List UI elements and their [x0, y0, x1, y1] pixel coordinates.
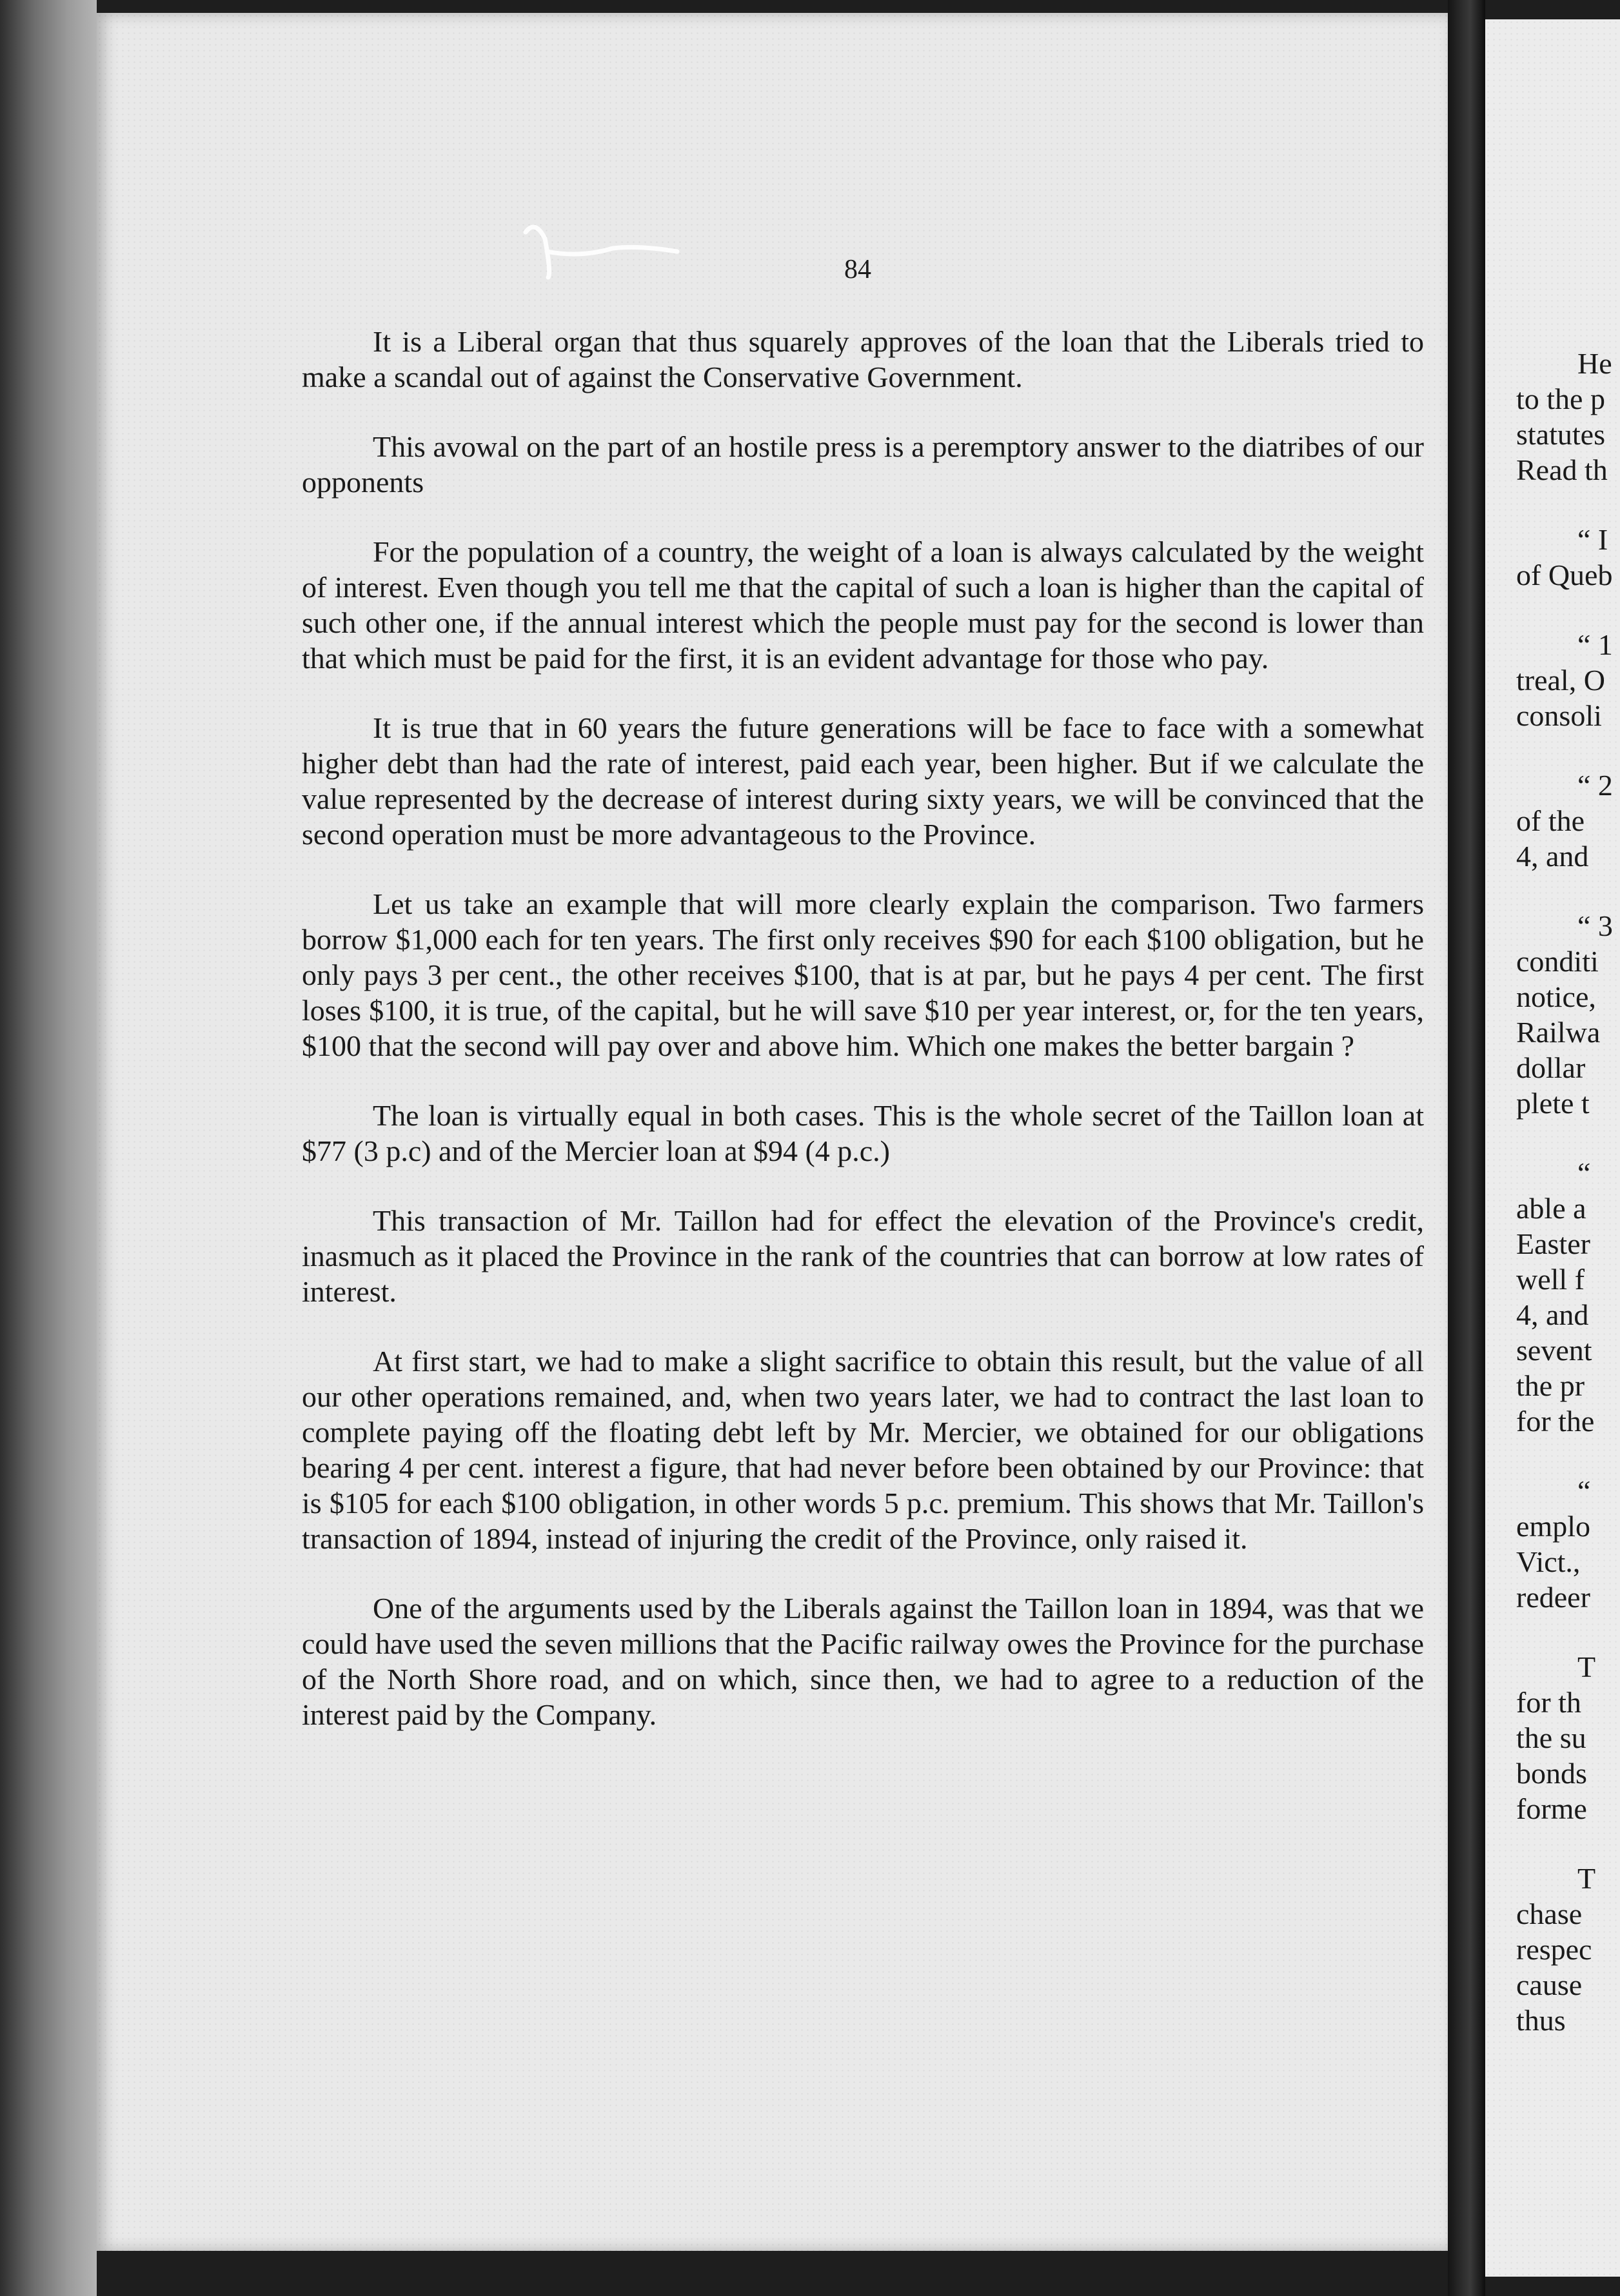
cut-off-line: statutes [1516, 418, 1605, 451]
cut-off-line: He [1577, 347, 1612, 380]
paragraph: Let us take an example that will more clearly explain the comparison. Two farmers borrow $1,000 each for ten years. The first only receives $90 for each $100 obligation, but he only pays 3 per cent., the other receives $100, that is at par, but he pays 4 per cent. The first loses $100, it is true, of the capital, but he will save $10 per year interest, or, for the ten years, $100 that the second will pay over and above him. Which one makes the better bargain ? [302, 887, 1424, 1062]
paragraph: This transaction of Mr. Taillon had for effect the elevation of the Province's credit, inasmuch as it placed the Province in the rank of the countries that can borrow at low rates of interest. [302, 1204, 1424, 1308]
cut-off-line: “ 2 [1577, 769, 1613, 802]
cut-off-line: forme [1516, 1792, 1587, 1825]
cut-off-line: consoli [1516, 699, 1602, 732]
cut-off-line: emplo [1516, 1510, 1590, 1543]
cut-off-line: cause [1516, 1968, 1583, 2001]
cut-off-line: of Queb [1516, 559, 1613, 591]
cut-off-line: treal, O [1516, 664, 1605, 697]
cut-off-line: 4, and [1516, 1298, 1589, 1331]
cut-off-line: thus [1516, 2004, 1566, 2037]
cut-off-line: plete t [1516, 1087, 1590, 1120]
cut-off-line: for th [1516, 1686, 1581, 1719]
cut-off-line: notice, [1516, 980, 1596, 1013]
cut-off-line: “ I [1577, 523, 1608, 556]
cut-off-line: well f [1516, 1263, 1585, 1296]
cut-off-line: able a [1516, 1192, 1586, 1225]
cut-off-line: “ 3 [1577, 909, 1613, 942]
cut-off-line: Read th [1516, 453, 1608, 486]
body-text [302, 324, 1424, 1767]
paragraph: For the population of a country, the weight of a loan is always calculated by the weight of interest. Even though you tell me that the capital of such a loan is higher than the capital of such other one, if the annual interest which the people must pay for the second is lower than that which must be paid for the first, it is an evident advantage for those who pay. [302, 535, 1424, 675]
cut-off-line: of the [1516, 804, 1585, 837]
cut-off-line: “ [1577, 1156, 1591, 1189]
cut-off-line: Easter [1516, 1227, 1590, 1260]
paragraph: It is a Liberal organ that thus squarely approves of the loan that the Liberals tried to make a scandal out of against the Conservative Government. [302, 325, 1424, 393]
page-number: 84 [844, 255, 871, 284]
cut-off-line: “ [1577, 1474, 1591, 1507]
cut-off-line: T [1577, 1862, 1596, 1895]
cut-off-line: sevent [1516, 1334, 1592, 1367]
cut-off-line: respec [1516, 1933, 1592, 1966]
book-gutter [1448, 0, 1485, 2296]
cut-off-line: to the p [1516, 382, 1605, 415]
right-page-text [1516, 346, 1620, 2038]
cut-off-line: dollar [1516, 1051, 1586, 1084]
cut-off-line: the su [1516, 1721, 1586, 1754]
cut-off-line: the pr [1516, 1369, 1585, 1402]
paragraph: One of the arguments used by the Liberals against the Taillon loan in 1894, was that we could have used the seven millions that the Pacific railway owes the Province for the purchase of the North Shore road, and on which, since then, we had to agree to a reduction of the interest paid by the Company. [302, 1592, 1424, 1731]
cut-off-line: bonds [1516, 1757, 1587, 1790]
right-page [1485, 19, 1620, 2277]
paragraph: At first start, we had to make a slight sacrifice to obtain this result, but the value of all our other operations remained, and, when two years later, we had to contract the last loan to complete paying off the floating debt left by Mr. Mercier, we obtained for our obligations bearing 4 per cent. interest a figure, that had never before been obtained by our Province: that is $105 for each $100 obligation, in other words 5 p.c. premium. This shows that Mr. Taillon's transaction of 1894, instead of injuring the credit of the Province, only raised it. [302, 1345, 1424, 1555]
paragraph: The loan is virtually equal in both cases. This is the whole secret of the Taillon loan at $77 (3 p.c) and of the Mercier loan at $94 (4 p.c.) [302, 1099, 1424, 1167]
pen-mark [522, 213, 690, 290]
cut-off-line: chase [1516, 1897, 1583, 1930]
cut-off-line: 4, and [1516, 840, 1589, 873]
cut-off-line: conditi [1516, 945, 1599, 978]
cut-off-line: “ 1 [1577, 628, 1613, 661]
paragraph: This avowal on the part of an hostile press is a peremptory answer to the diatribes of our opponents [302, 430, 1424, 499]
cut-off-line: Railwa [1516, 1016, 1601, 1049]
paragraph: It is true that in 60 years the future generations will be face to face with a somewhat higher debt than had the rate of interest, paid each year, been higher. But if we calculate the value represented by the decrease of interest during sixty years, we will be convinced that the second operation must be more advantageous to the Province. [302, 711, 1424, 851]
cut-off-line: Vict., [1516, 1545, 1581, 1578]
cut-off-line: T [1577, 1650, 1596, 1683]
cut-off-line: for the [1516, 1405, 1595, 1438]
cut-off-line: redeer [1516, 1581, 1590, 1614]
book-binding [0, 0, 97, 2296]
